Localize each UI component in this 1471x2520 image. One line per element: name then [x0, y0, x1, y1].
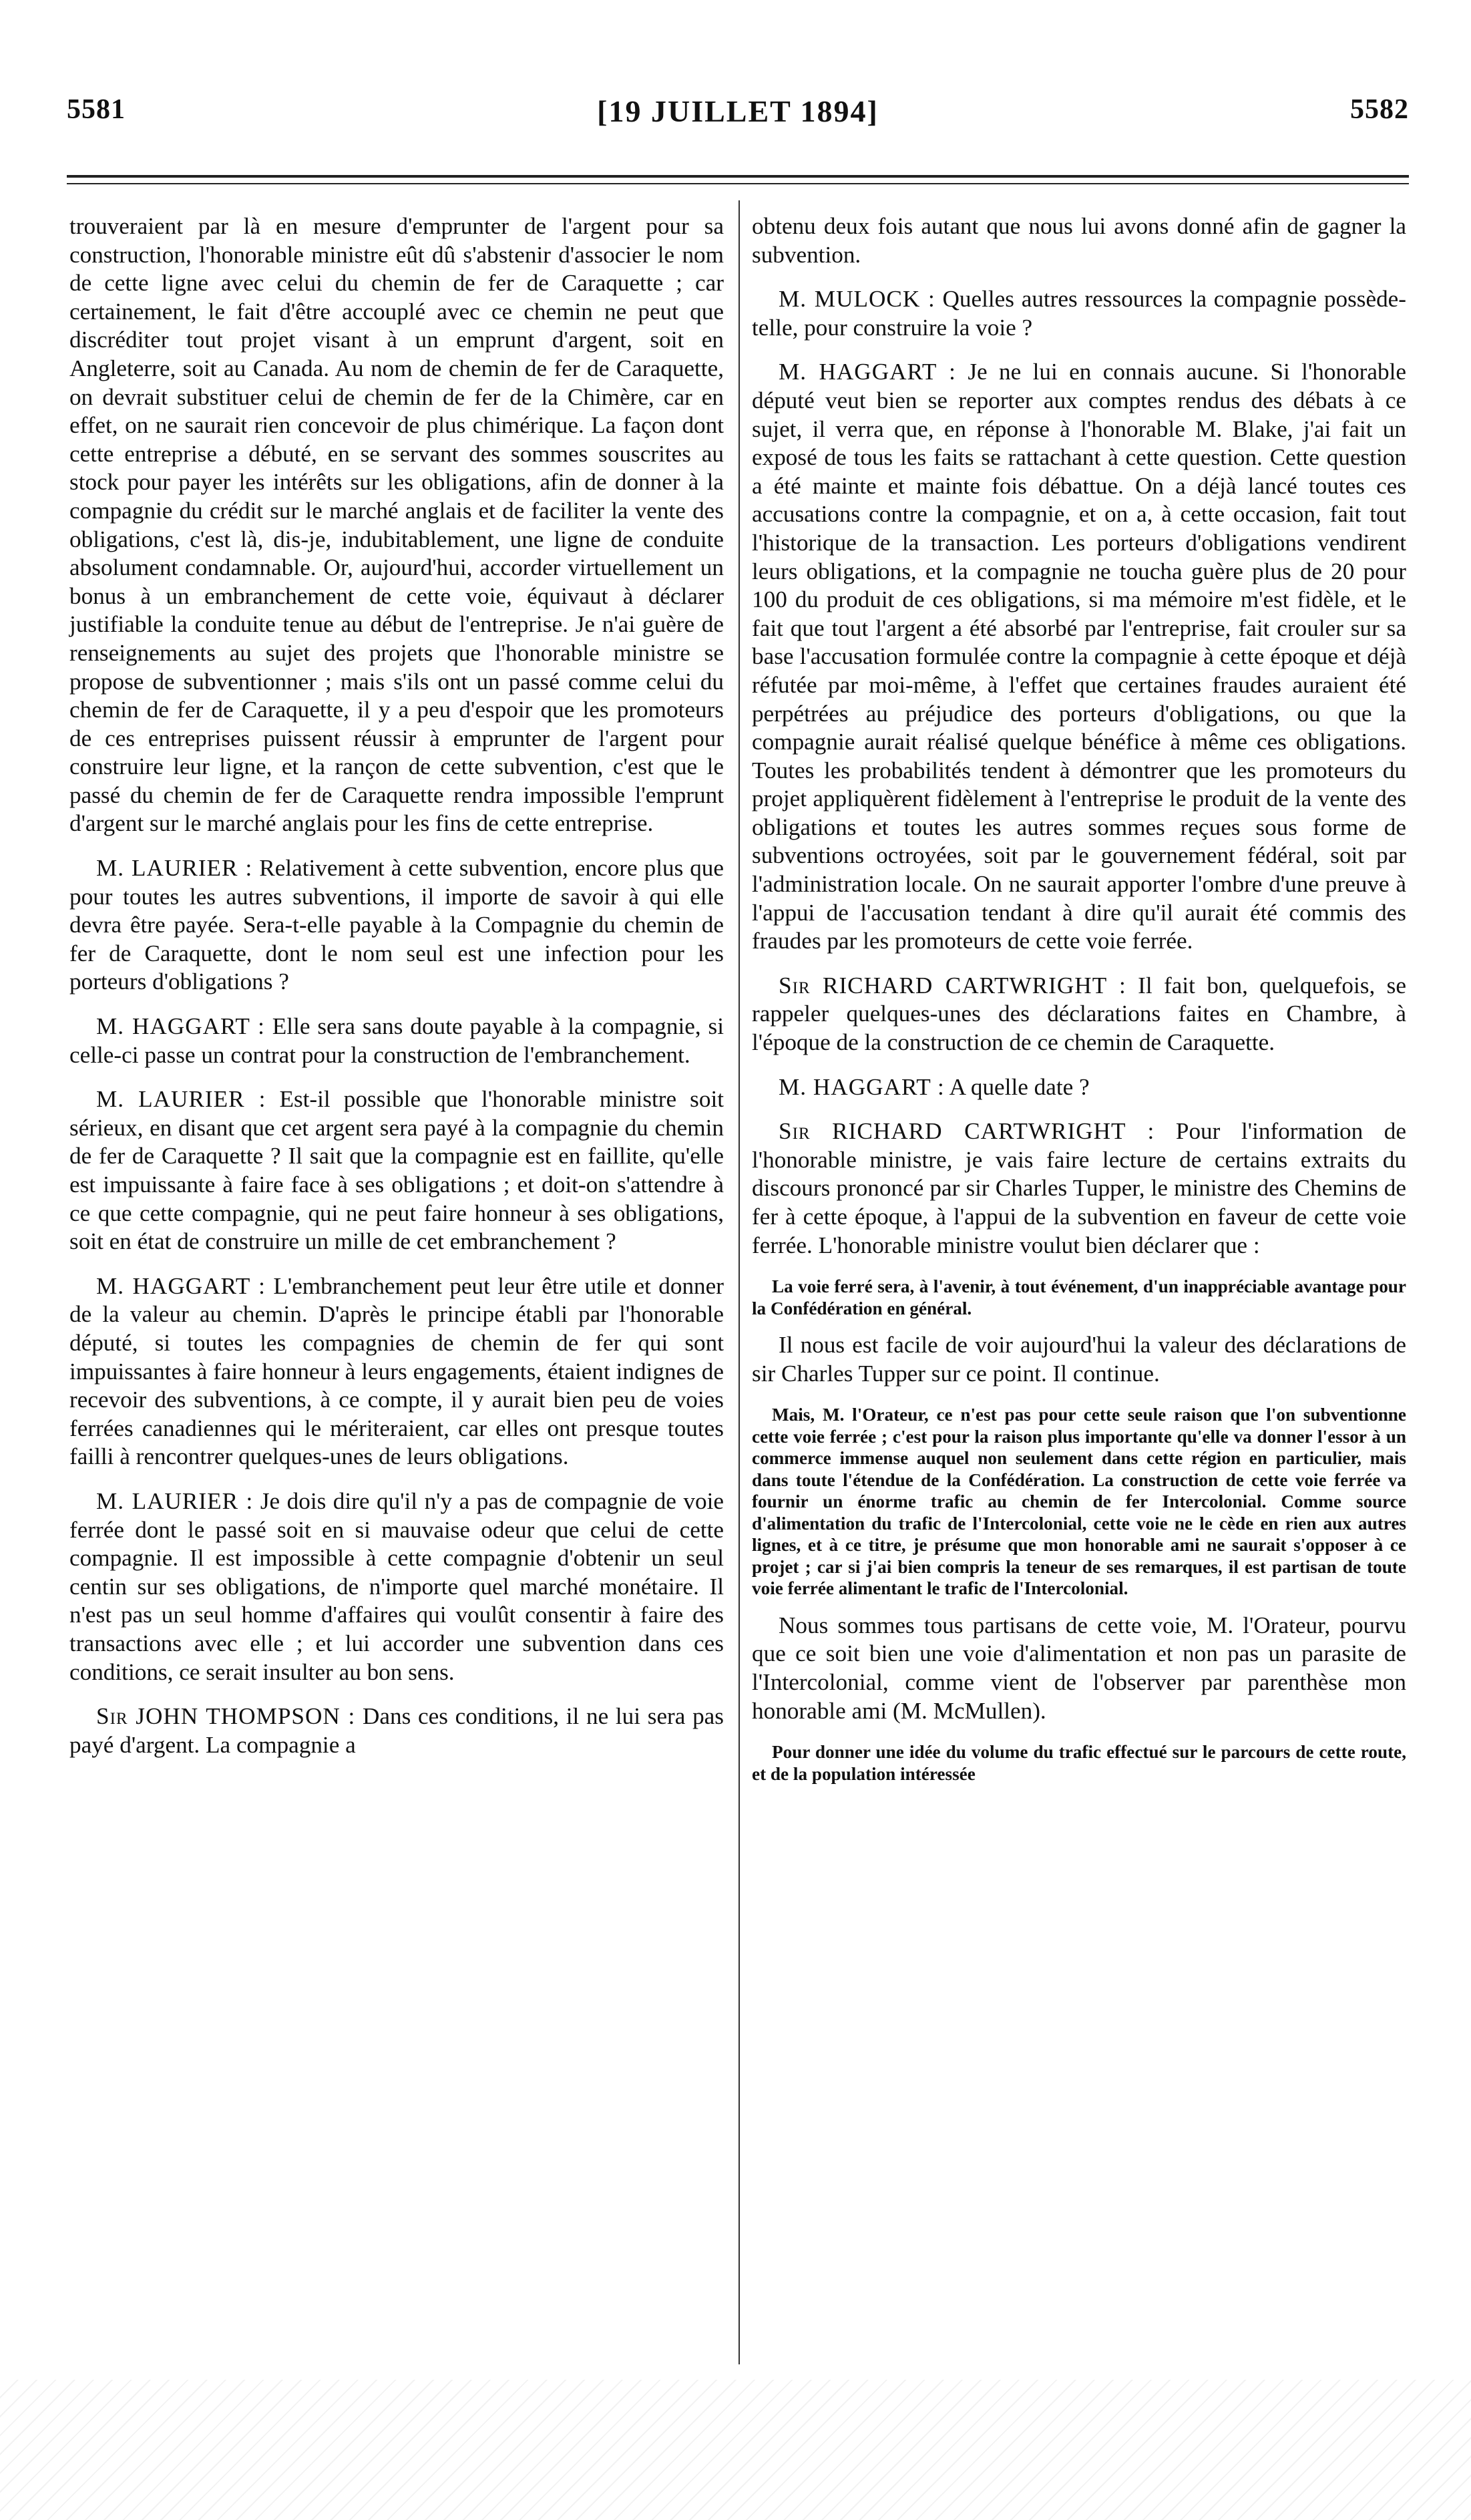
left-paragraph [69, 1013, 724, 1069]
paragraph-text: Il nous est facile de voir aujourd'hui la valeur des déclarations de sir Charles Tupper sur ce point. Il continue. [752, 1332, 1406, 1387]
left-paragraph [69, 212, 724, 838]
speaker-name: M. HAGGART : [779, 359, 956, 385]
left-paragraph [69, 1487, 724, 1686]
speaker-name: M. MULOCK : [779, 286, 935, 313]
header-rule-thick [67, 175, 1409, 178]
left-paragraph [69, 1702, 724, 1759]
paragraph-text: Pour l'information de l'honorable ministre, je vais faire lecture de certains extraits du discours prononcé par sir Charles Tupper, le ministre des Chemins de fer à cette époque, à l'appui de la subvention en faveur de cette voie ferrée. L'honorable ministre voulut bien déclarer que : [752, 1118, 1406, 1258]
paragraph-text: Quelles autres ressources la compagnie possède-telle, pour construire la voie ? [752, 286, 1407, 341]
page-number-right: 5582 [1350, 94, 1409, 125]
paragraph-text: trouveraient par là en mesure d'emprunter de l'argent pour sa construction, l'honorable ministre eût dû s'abstenir d'associer le nom de cette ligne avec celui du chemin de fer de Caraquette ; car certainement, le fait d'être accouplé avec ce chemin ne peut que discréditer tout projet visant à un emprunt d'argent, soit en Angleterre, soit au Canada. Au nom de chemin de fer de Caraquette, on devrait substituer celui de chemin de fer de la Chimère, car en effet, on ne saurait rien concevoir de plus chimérique. La façon dont cette entreprise a débuté, en se servant des sommes souscrites au stock pour payer les intérêts sur les obligations, afin de donner à la compagnie du crédit sur le marché anglais et de faciliter la vente des obligations, c'est là, dis-je, indubitablement, une ligne de conduite absolument condamnable. Or, aujourd'hui, accorder virtuellement un bonus à un embranchement de cette voie, équivaut à déclarer justifiable la conduite tenue au début de l'entreprise. Je n'ai guère de renseignements au sujet des projets que l'honorable ministre se propose de subventionner ; mais s'ils ont un passé comme celui du chemin de fer de Caraquette, il y a peu d'espoir que les promoteurs de ces entreprises puissent réussir à emprunter de l'argent pour construire leur ligne, et la rançon de cette subvention, c'est que le passé du chemin de fer de Caraquette rendra impossible l'emprunt d'argent sur le marché anglais pour les fins de cette entreprise. [69, 213, 724, 837]
right-paragraph [752, 358, 1406, 955]
left-paragraph [69, 1272, 724, 1471]
speaker-name: Sir RICHARD CARTWRIGHT : [779, 1118, 1155, 1145]
paragraph-text: obtenu deux fois autant que nous lui avons donné afin de gagner la subvention. [752, 213, 1406, 268]
paragraph-text: L'embranchement peut leur être utile et donner de la valeur au chemin. D'après le principe établi par l'honorable député, si toutes les compagnies de chemin de fer qui sont impuissantes à faire honneur à leurs engagements, étaient indignes de recevoir des subventions, à ce compte, il y aurait bien peu de voies ferrées canadiennes qui le mériteraient, car elles ont presque toutes failli à rencontrer quelques-unes de leurs obligations. [69, 1272, 724, 1470]
right-column [752, 212, 1406, 1801]
quoted-extract: La voie ferré sera, à l'avenir, à tout événement, d'un inappréciable avantage pour la Confédération en général. [752, 1276, 1406, 1318]
quoted-extract: Pour donner une idée du volume du trafic effectué sur le parcours de cette route, et de la population intéressée [752, 1742, 1406, 1784]
column-separator [739, 200, 740, 2364]
paragraph-text: Je dois dire qu'il n'y a pas de compagnie de voie ferrée dont le passé soit en si mauvaise odeur que celui de cette compagnie. Il est impossible à cette compagnie d'obtenir un seul centin sur ses obligations, de n'importe quel marché monétaire. Il n'est pas un seul homme d'affaires qui voulût consentir à faire des transactions avec elle ; et lui accorder une subvention dans ces conditions, ce serait insulter au bon sens. [69, 1487, 724, 1685]
speaker-name: M. LAURIER : [96, 855, 253, 882]
scan-smudge [0, 2380, 1471, 2520]
paragraph-text: Il fait bon, quelquefois, se rappeler quelques-unes des déclarations faites en Chambre, à l'époque de la construction de ce chemin de Caraquette. [752, 972, 1406, 1056]
speaker-name: M. HAGGART : [96, 1272, 266, 1299]
paragraph-text: Nous sommes tous partisans de cette voie, M. l'Orateur, pourvu que ce soit bien une voie d'alimentation et non pas un parasite de l'Intercolonial, comme vient de l'observer par parenthèse mon honorable ami (M. McMullen). [752, 1612, 1406, 1724]
quoted-extract: Mais, M. l'Orateur, ce n'est pas pour cette seule raison que l'on subventionne cette voie ferrée ; c'est pour la raison plus importante qu'elle va donner l'essor à un commerce immense auquel non seulement dans cette région en particulier, mais dans toute l'étendue de la Confédération. La construction de cette voie ferrée va fournir un énorme trafic au chemin de fer Intercolonial. Comme source d'alimentation du trafic de l'Intercolonial, cette voie ne le cède en rien aux autres lignes, et à ce titre, je présume que mon honorable ami ne saurait s'opposer à ce projet ; car si j'ai bien compris la teneur de ses remarques, il est partisan de toute voie ferrée alimentant le trafic de l'Intercolonial. [752, 1405, 1406, 1599]
right-paragraph [752, 285, 1406, 342]
right-paragraph [752, 212, 1406, 269]
paragraph-text: A quelle date ? [949, 1073, 1090, 1100]
right-paragraph [752, 972, 1406, 1057]
page-number-left: 5581 [67, 94, 126, 125]
right-paragraph [752, 1331, 1406, 1388]
paragraph-text: Je ne lui en connais aucune. Si l'honorable député veut bien se reporter aux comptes rendus des débats à ce sujet, il verra que, en réponse à l'honorable M. Blake, j'ai fait un exposé de tous les faits se rattachant à cette question. Cette question a été mainte et mainte fois débattue. On a déjà lancé toutes ces accusations contre la compagnie, et on a, à cette occasion, fait tout l'historique de la transaction. Les porteurs d'obligations vendirent leurs obligations, et la compagnie ne toucha guère plus de 20 pour 100 du produit de ces obligations, si ma mémoire m'est fidèle, et le fait que tout l'argent a été absorbé par l'entreprise, fait crouler sur sa base l'accusation formulée contre la compagnie à cette époque et déjà réfutée par moi-même, à l'effet que certaines fraudes auraient été perpétrées au préjudice des porteurs d'obligations, ou que la compagnie aurait réalisé quelque bénéfice à même ces obligations. Toutes les probabilités tendent à démontrer que les promoteurs du projet appliquèrent fidèlement à l'entreprise le produit de la vente des obligations et toutes les autres sommes reçues sous forme de subventions octroyées, soit par le gouvernement fédéral, soit par l'administration locale. On ne saurait apporter l'ombre d'une preuve à l'appui de l'accusation tendant à dire qu'il aurait été commis des fraudes par les promoteurs de cette voie ferrée. [752, 359, 1406, 954]
speaker-name: M. LAURIER : [96, 1086, 266, 1113]
speaker-name: M. HAGGART : [96, 1013, 265, 1040]
paragraph-text: Elle sera sans doute payable à la compagnie, si celle-ci passe un contrat pour la construction de l'embranchement. [69, 1013, 724, 1068]
right-paragraph [752, 1612, 1406, 1725]
header-date: [19 JUILLET 1894] [597, 94, 879, 128]
page-header [67, 94, 1409, 154]
paragraph-text: Relativement à cette subvention, encore plus que pour toutes les autres subventions, il importe de savoir à qui elle devra être payée. Sera-t-elle payable à la Compagnie du chemin de fer de Caraquette, dont le nom seul est une infection pour les porteurs d'obligations ? [69, 855, 724, 995]
right-paragraph [752, 1073, 1406, 1102]
speaker-name: Sir JOHN THOMPSON : [96, 1703, 356, 1730]
left-paragraph [69, 1085, 724, 1256]
paragraph-text: Est-il possible que l'honorable ministre soit sérieux, en disant que cet argent sera payé à la compagnie du chemin de fer de Caraquette ? Il sait que la compagnie est en faillite, qu'elle est impuissante à faire face à ses obligations ; et doit-on s'attendre à ce que cette compagnie, qui ne peut faire honneur à ses obligations, soit en état de construire un mille de cet embranchement ? [69, 1086, 724, 1255]
speaker-name: Sir RICHARD CARTWRIGHT : [779, 972, 1126, 999]
right-paragraph [752, 1117, 1406, 1260]
speaker-name: M. HAGGART : [779, 1073, 945, 1100]
left-paragraph [69, 854, 724, 997]
paragraph-text: Dans ces conditions, il ne lui sera pas payé d'argent. La compagnie a [69, 1703, 724, 1758]
header-rule-thin [67, 183, 1409, 184]
speaker-name: M. LAURIER : [96, 1487, 254, 1514]
left-column [69, 212, 724, 1775]
